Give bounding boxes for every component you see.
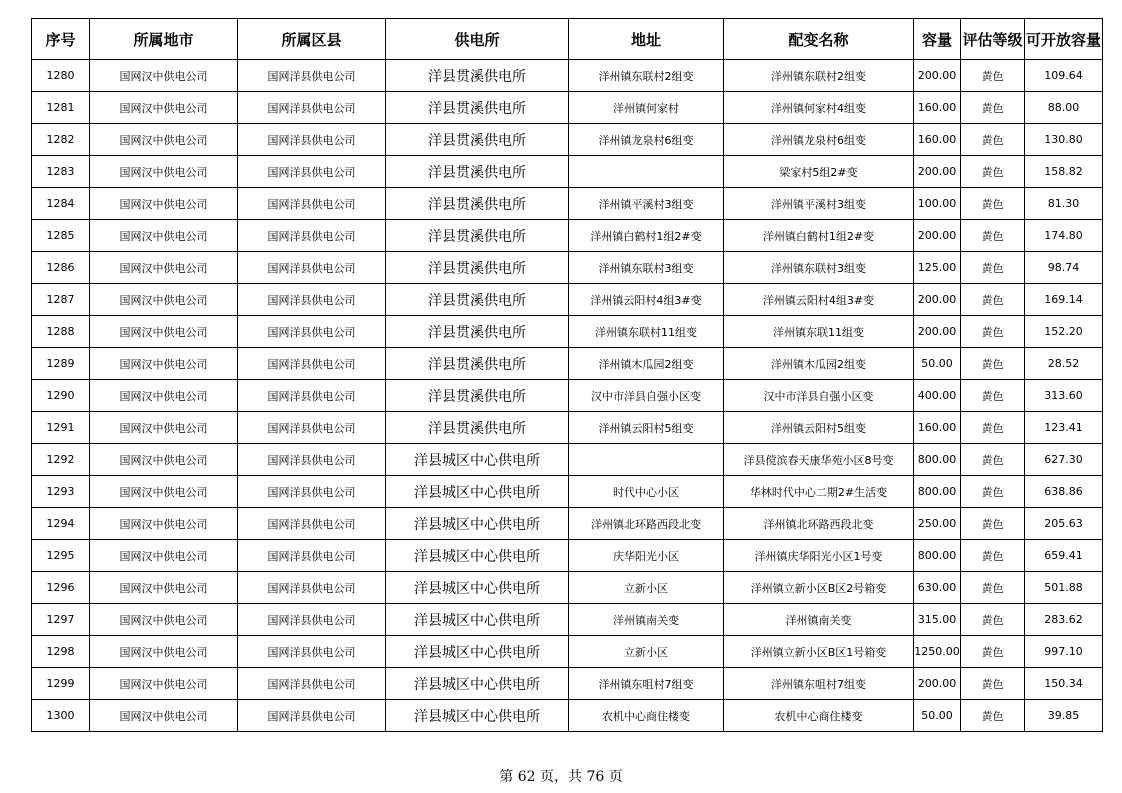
cell-city: 国网汉中供电公司: [90, 604, 238, 636]
cell-serial: 1282: [32, 124, 90, 156]
cell-station: 洋县贯溪供电所: [386, 412, 569, 444]
cell-station: 洋县贯溪供电所: [386, 252, 569, 284]
cell-serial: 1284: [32, 188, 90, 220]
cell-station: 洋县贯溪供电所: [386, 188, 569, 220]
cell-open-capacity: 659.41: [1025, 540, 1103, 572]
cell-city: 国网汉中供电公司: [90, 444, 238, 476]
table-row: [32, 316, 1103, 348]
cell-county: 国网洋县供电公司: [238, 412, 386, 444]
header-station: 供电所: [386, 19, 569, 60]
cell-serial: 1293: [32, 476, 90, 508]
cell-address: 洋州镇东联村11组变: [569, 316, 724, 348]
table-row: [32, 604, 1103, 636]
cell-city: 国网汉中供电公司: [90, 60, 238, 92]
cell-county: 国网洋县供电公司: [238, 604, 386, 636]
cell-county: 国网洋县供电公司: [238, 60, 386, 92]
cell-address: 洋州镇南关变: [569, 604, 724, 636]
table-row: [32, 252, 1103, 284]
cell-address: 洋州镇东联村3组变: [569, 252, 724, 284]
table-row: [32, 668, 1103, 700]
cell-open-capacity: 169.14: [1025, 284, 1103, 316]
cell-county: 国网洋县供电公司: [238, 444, 386, 476]
table-row: [32, 476, 1103, 508]
cell-open-capacity: 130.80: [1025, 124, 1103, 156]
cell-capacity: 200.00: [914, 156, 961, 188]
header-transformer: 配变名称: [724, 19, 914, 60]
cell-capacity: 630.00: [914, 572, 961, 604]
cell-transformer: 洋州镇北环路西段北变: [724, 508, 914, 540]
table-row: [32, 444, 1103, 476]
cell-city: 国网汉中供电公司: [90, 380, 238, 412]
cell-county: 国网洋县供电公司: [238, 124, 386, 156]
cell-county: 国网洋县供电公司: [238, 220, 386, 252]
cell-address: 庆华阳光小区: [569, 540, 724, 572]
cell-city: 国网汉中供电公司: [90, 540, 238, 572]
cell-county: 国网洋县供电公司: [238, 700, 386, 732]
cell-address: 洋州镇龙泉村6组变: [569, 124, 724, 156]
cell-address: 洋州镇东咀村7组变: [569, 668, 724, 700]
table-row: [32, 700, 1103, 732]
cell-county: 国网洋县供电公司: [238, 540, 386, 572]
cell-address: 洋州镇云阳村4组3#变: [569, 284, 724, 316]
table-row: [32, 284, 1103, 316]
cell-open-capacity: 627.30: [1025, 444, 1103, 476]
cell-capacity: 1250.00: [914, 636, 961, 668]
cell-station: 洋县贯溪供电所: [386, 124, 569, 156]
cell-rating: 黄色: [961, 380, 1025, 412]
cell-transformer: 洋州镇立新小区B区1号箱变: [724, 636, 914, 668]
cell-transformer: 汉中市洋县自强小区变: [724, 380, 914, 412]
cell-open-capacity: 28.52: [1025, 348, 1103, 380]
table-row: [32, 188, 1103, 220]
cell-station: 洋县城区中心供电所: [386, 444, 569, 476]
cell-rating: 黄色: [961, 508, 1025, 540]
cell-rating: 黄色: [961, 316, 1025, 348]
cell-rating: 黄色: [961, 572, 1025, 604]
table-row: [32, 508, 1103, 540]
cell-open-capacity: 997.10: [1025, 636, 1103, 668]
cell-transformer: 洋州镇立新小区B区2号箱变: [724, 572, 914, 604]
table-body: [32, 60, 1103, 732]
table-header-row: [32, 19, 1103, 60]
cell-rating: 黄色: [961, 540, 1025, 572]
cell-rating: 黄色: [961, 412, 1025, 444]
cell-city: 国网汉中供电公司: [90, 668, 238, 700]
cell-address: 洋州镇北环路西段北变: [569, 508, 724, 540]
cell-station: 洋县贯溪供电所: [386, 220, 569, 252]
cell-transformer: 梁家村5组2#变: [724, 156, 914, 188]
cell-address: 农机中心商住楼变: [569, 700, 724, 732]
cell-station: 洋县贯溪供电所: [386, 348, 569, 380]
cell-station: 洋县城区中心供电所: [386, 668, 569, 700]
cell-county: 国网洋县供电公司: [238, 188, 386, 220]
cell-open-capacity: 150.34: [1025, 668, 1103, 700]
cell-address: 洋州镇云阳村5组变: [569, 412, 724, 444]
cell-capacity: 800.00: [914, 444, 961, 476]
cell-city: 国网汉中供电公司: [90, 700, 238, 732]
cell-county: 国网洋县供电公司: [238, 92, 386, 124]
cell-capacity: 50.00: [914, 348, 961, 380]
cell-serial: 1292: [32, 444, 90, 476]
cell-transformer: 洋州镇南关变: [724, 604, 914, 636]
cell-address: [569, 444, 724, 476]
cell-address: [569, 156, 724, 188]
header-serial: 序号: [32, 19, 90, 60]
cell-capacity: 800.00: [914, 476, 961, 508]
cell-station: 洋县贯溪供电所: [386, 316, 569, 348]
cell-serial: 1300: [32, 700, 90, 732]
cell-address: 汉中市洋县自强小区变: [569, 380, 724, 412]
cell-address: 立新小区: [569, 572, 724, 604]
cell-capacity: 50.00: [914, 700, 961, 732]
table-row: [32, 92, 1103, 124]
cell-transformer: 洋州镇东联村3组变: [724, 252, 914, 284]
cell-serial: 1289: [32, 348, 90, 380]
cell-station: 洋县城区中心供电所: [386, 636, 569, 668]
cell-open-capacity: 152.20: [1025, 316, 1103, 348]
cell-city: 国网汉中供电公司: [90, 348, 238, 380]
cell-city: 国网汉中供电公司: [90, 412, 238, 444]
table-row: [32, 412, 1103, 444]
table-row: [32, 572, 1103, 604]
cell-capacity: 100.00: [914, 188, 961, 220]
cell-station: 洋县城区中心供电所: [386, 604, 569, 636]
cell-serial: 1297: [32, 604, 90, 636]
cell-open-capacity: 109.64: [1025, 60, 1103, 92]
cell-city: 国网汉中供电公司: [90, 572, 238, 604]
cell-rating: 黄色: [961, 604, 1025, 636]
capacity-table: [31, 18, 1103, 732]
cell-serial: 1280: [32, 60, 90, 92]
cell-station: 洋县城区中心供电所: [386, 700, 569, 732]
cell-county: 国网洋县供电公司: [238, 316, 386, 348]
cell-county: 国网洋县供电公司: [238, 668, 386, 700]
cell-open-capacity: 81.30: [1025, 188, 1103, 220]
cell-transformer: 华林时代中心二期2#生活变: [724, 476, 914, 508]
cell-capacity: 315.00: [914, 604, 961, 636]
cell-open-capacity: 88.00: [1025, 92, 1103, 124]
cell-open-capacity: 501.88: [1025, 572, 1103, 604]
cell-capacity: 160.00: [914, 412, 961, 444]
cell-serial: 1290: [32, 380, 90, 412]
table-row: [32, 348, 1103, 380]
cell-serial: 1298: [32, 636, 90, 668]
cell-station: 洋县贯溪供电所: [386, 60, 569, 92]
cell-city: 国网汉中供电公司: [90, 92, 238, 124]
cell-station: 洋县贯溪供电所: [386, 156, 569, 188]
cell-open-capacity: 98.74: [1025, 252, 1103, 284]
header-open-capacity: 可开放容量: [1025, 19, 1103, 60]
header-city: 所属地市: [90, 19, 238, 60]
cell-rating: 黄色: [961, 348, 1025, 380]
cell-transformer: 洋州镇木瓜园2组变: [724, 348, 914, 380]
cell-serial: 1294: [32, 508, 90, 540]
table-row: [32, 540, 1103, 572]
cell-transformer: 洋州镇何家村4组变: [724, 92, 914, 124]
header-county: 所属区县: [238, 19, 386, 60]
cell-county: 国网洋县供电公司: [238, 348, 386, 380]
cell-station: 洋县城区中心供电所: [386, 572, 569, 604]
cell-rating: 黄色: [961, 284, 1025, 316]
cell-address: 洋州镇白鹤村1组2#变: [569, 220, 724, 252]
cell-open-capacity: 174.80: [1025, 220, 1103, 252]
cell-county: 国网洋县供电公司: [238, 476, 386, 508]
cell-county: 国网洋县供电公司: [238, 636, 386, 668]
cell-rating: 黄色: [961, 188, 1025, 220]
cell-county: 国网洋县供电公司: [238, 508, 386, 540]
cell-county: 国网洋县供电公司: [238, 572, 386, 604]
table-row: [32, 60, 1103, 92]
cell-address: 立新小区: [569, 636, 724, 668]
cell-transformer: 洋州镇云阳村4组3#变: [724, 284, 914, 316]
cell-open-capacity: 313.60: [1025, 380, 1103, 412]
cell-address: 时代中心小区: [569, 476, 724, 508]
cell-transformer: 洋州镇东联村2组变: [724, 60, 914, 92]
cell-station: 洋县贯溪供电所: [386, 284, 569, 316]
cell-capacity: 160.00: [914, 92, 961, 124]
cell-station: 洋县城区中心供电所: [386, 508, 569, 540]
cell-capacity: 200.00: [914, 284, 961, 316]
cell-city: 国网汉中供电公司: [90, 220, 238, 252]
cell-open-capacity: 39.85: [1025, 700, 1103, 732]
cell-rating: 黄色: [961, 700, 1025, 732]
cell-city: 国网汉中供电公司: [90, 316, 238, 348]
cell-rating: 黄色: [961, 252, 1025, 284]
cell-city: 国网汉中供电公司: [90, 252, 238, 284]
cell-city: 国网汉中供电公司: [90, 636, 238, 668]
table-row: [32, 156, 1103, 188]
cell-city: 国网汉中供电公司: [90, 156, 238, 188]
cell-station: 洋县城区中心供电所: [386, 540, 569, 572]
cell-open-capacity: 638.86: [1025, 476, 1103, 508]
cell-address: 洋州镇东联村2组变: [569, 60, 724, 92]
cell-serial: 1285: [32, 220, 90, 252]
cell-serial: 1296: [32, 572, 90, 604]
cell-rating: 黄色: [961, 124, 1025, 156]
page-footer: 第 62 页，共 76 页: [499, 769, 623, 785]
cell-serial: 1295: [32, 540, 90, 572]
cell-transformer: 洋州镇东联11组变: [724, 316, 914, 348]
header-rating: 评估等级: [961, 19, 1025, 60]
cell-open-capacity: 283.62: [1025, 604, 1103, 636]
cell-capacity: 200.00: [914, 220, 961, 252]
cell-serial: 1283: [32, 156, 90, 188]
cell-transformer: 洋县傥滨春天康华苑小区8号变: [724, 444, 914, 476]
cell-capacity: 250.00: [914, 508, 961, 540]
cell-capacity: 400.00: [914, 380, 961, 412]
cell-capacity: 160.00: [914, 124, 961, 156]
cell-serial: 1286: [32, 252, 90, 284]
cell-open-capacity: 158.82: [1025, 156, 1103, 188]
cell-city: 国网汉中供电公司: [90, 508, 238, 540]
cell-station: 洋县城区中心供电所: [386, 476, 569, 508]
cell-capacity: 200.00: [914, 668, 961, 700]
cell-city: 国网汉中供电公司: [90, 476, 238, 508]
cell-county: 国网洋县供电公司: [238, 284, 386, 316]
cell-rating: 黄色: [961, 92, 1025, 124]
cell-serial: 1299: [32, 668, 90, 700]
header-capacity: 容量: [914, 19, 961, 60]
table-row: [32, 124, 1103, 156]
cell-rating: 黄色: [961, 60, 1025, 92]
cell-serial: 1287: [32, 284, 90, 316]
cell-capacity: 125.00: [914, 252, 961, 284]
table-row: [32, 636, 1103, 668]
cell-serial: 1291: [32, 412, 90, 444]
cell-city: 国网汉中供电公司: [90, 284, 238, 316]
header-address: 地址: [569, 19, 724, 60]
table-row: [32, 220, 1103, 252]
cell-transformer: 洋州镇云阳村5组变: [724, 412, 914, 444]
cell-rating: 黄色: [961, 220, 1025, 252]
cell-address: 洋州镇木瓜园2组变: [569, 348, 724, 380]
cell-county: 国网洋县供电公司: [238, 156, 386, 188]
cell-county: 国网洋县供电公司: [238, 380, 386, 412]
cell-station: 洋县贯溪供电所: [386, 92, 569, 124]
cell-city: 国网汉中供电公司: [90, 124, 238, 156]
cell-rating: 黄色: [961, 156, 1025, 188]
cell-city: 国网汉中供电公司: [90, 188, 238, 220]
cell-serial: 1281: [32, 92, 90, 124]
table-row: [32, 380, 1103, 412]
cell-transformer: 洋州镇龙泉村6组变: [724, 124, 914, 156]
cell-rating: 黄色: [961, 668, 1025, 700]
cell-rating: 黄色: [961, 476, 1025, 508]
cell-transformer: 洋州镇东咀村7组变: [724, 668, 914, 700]
cell-transformer: 洋州镇平溪村3组变: [724, 188, 914, 220]
cell-address: 洋州镇何家村: [569, 92, 724, 124]
cell-address: 洋州镇平溪村3组变: [569, 188, 724, 220]
cell-open-capacity: 205.63: [1025, 508, 1103, 540]
cell-station: 洋县贯溪供电所: [386, 380, 569, 412]
cell-capacity: 200.00: [914, 60, 961, 92]
cell-transformer: 农机中心商住楼变: [724, 700, 914, 732]
cell-capacity: 800.00: [914, 540, 961, 572]
cell-serial: 1288: [32, 316, 90, 348]
cell-transformer: 洋州镇白鹤村1组2#变: [724, 220, 914, 252]
cell-county: 国网洋县供电公司: [238, 252, 386, 284]
cell-rating: 黄色: [961, 636, 1025, 668]
cell-open-capacity: 123.41: [1025, 412, 1103, 444]
cell-transformer: 洋州镇庆华阳光小区1号变: [724, 540, 914, 572]
cell-rating: 黄色: [961, 444, 1025, 476]
cell-capacity: 200.00: [914, 316, 961, 348]
